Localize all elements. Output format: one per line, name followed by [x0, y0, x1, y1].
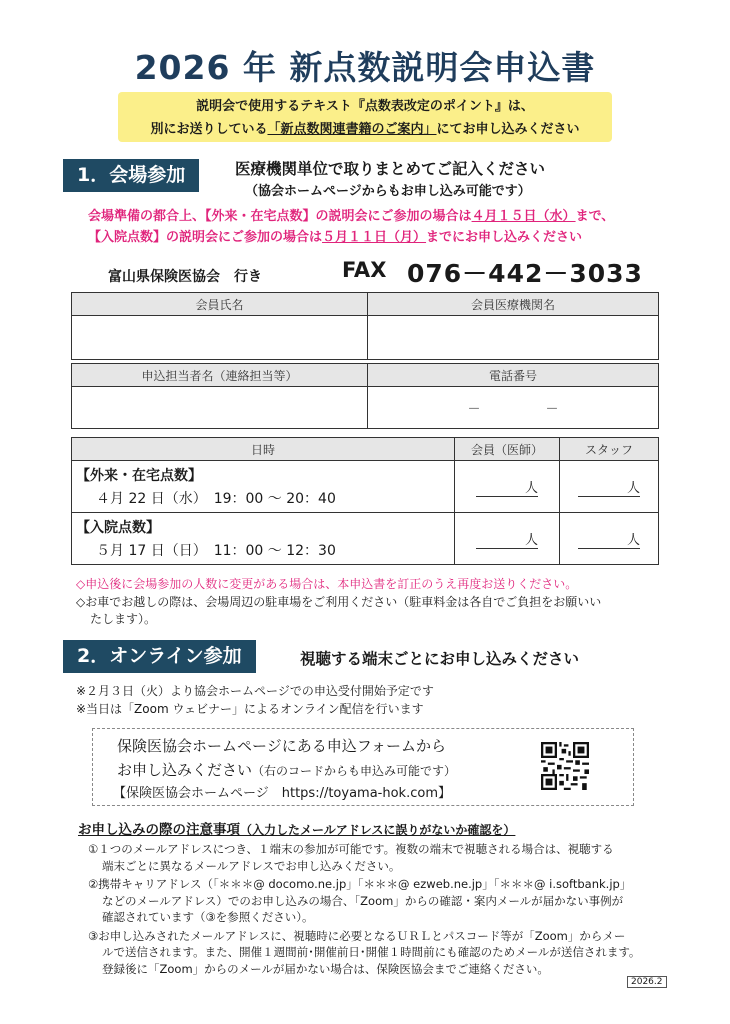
phone-dashes: － － — [467, 402, 559, 417]
caution-list — [88, 841, 668, 977]
parking-note — [76, 594, 676, 628]
notice-line-2 — [118, 118, 612, 141]
staff-count-field[interactable] — [560, 461, 659, 513]
notice-text: 別にお送りしている — [150, 122, 268, 137]
list-item: ②携帯キャリアドレス（「＊＊＊@ docomo.ne.jp」「＊＊＊@ ezweb.ne.jp」「＊＊＊@ i.softbank.jp」 などのメールアドレス）でのお申し込みの場合、「Zoom」からの確認・案内メールが届かない事例が 確認されています（③を参照ください）。 — [88, 877, 632, 924]
member-info-table — [71, 292, 659, 360]
caution-title-main: お申し込みの際の注意事項 — [78, 822, 240, 838]
fax-label: FAX — [342, 258, 387, 282]
contact-info-table — [71, 363, 659, 429]
session-name: 【外来・在宅点数】 — [76, 468, 202, 484]
list-item: ①１つのメールアドレスにつき、１端末の参加が可能です。複数の端末で視聴される場合は、視聴する 端末ごとに異なるメールアドレスでお申し込みください。 — [88, 842, 614, 873]
member-count-field[interactable] — [455, 461, 560, 513]
page-number: 2026.2 — [627, 976, 667, 988]
staff-count-field[interactable] — [560, 513, 659, 565]
schedule-table — [71, 437, 659, 565]
phone-header: 電話番号 — [368, 364, 659, 387]
section-1-subnote: （協会ホームページからもお申し込み可能です） — [245, 184, 531, 199]
deadline-line-2: 【入院点数】の説明会にご参加の場合は５月１１日（月）までにお申し込みください — [88, 230, 583, 245]
parking-note-line-1: ◇お車でお越しの際は、会場周辺の駐車場をご利用ください（駐車料金は各自でご負担をお願いい — [76, 595, 602, 609]
session-cell — [72, 513, 455, 565]
session-date: ５月 17 日（日） 11：00 ～ 12：30 — [96, 543, 336, 559]
notice-book-link: 「新点数関連書籍のご案内」 — [267, 122, 437, 137]
section-1-label: 1．会場参加 — [63, 159, 199, 192]
contact-person-field[interactable] — [72, 387, 368, 429]
change-note: ◇申込後に会場参加の人数に変更がある場合は、本申込書を訂正のうえ再度お送りください。 — [76, 577, 578, 591]
textbook-notice — [118, 92, 612, 142]
table-row — [72, 513, 659, 565]
notice-line-1: 説明会で使用するテキスト『点数表改定のポイント』は、 — [196, 99, 534, 114]
online-box-line-2 — [117, 759, 456, 780]
unit-label: 人 — [578, 529, 640, 549]
page-title: 2026 年 新点数説明会申込書 — [134, 48, 596, 87]
date-header: 日時 — [72, 438, 455, 461]
contact-person-header: 申込担当者名（連絡担当等） — [72, 364, 368, 387]
list-item: ③お申し込みされたメールアドレスに、視聴時に必要となるＵＲＬとパスコード等が「Zoom」からメー ルで送信されます。また、開催１週間前･開催前日･開催１時間前にも確認のためメールが送信されます。 登録後に「Zoom」からのメールが届かない場合は、保険医協会までご連絡ください。 — [88, 928, 641, 976]
staff-count-header: スタッフ — [560, 438, 659, 461]
member-count-header: 会員（医師） — [455, 438, 560, 461]
caution-title — [78, 818, 515, 838]
session-date: ４月 22 日（水） 19：00 ～ 20：40 — [96, 491, 336, 507]
table-row — [72, 461, 659, 513]
unit-label: 人 — [578, 477, 640, 497]
member-count-field[interactable] — [455, 513, 560, 565]
fax-number: 076－442－3033 — [407, 259, 643, 288]
session-name: 【入院点数】 — [76, 520, 160, 536]
section-1-subtitle: 医療機関単位で取りまとめてご記入ください — [235, 160, 546, 178]
section-2-note-1: ※２月３日（火）より協会ホームページでの申込受付開始予定です — [76, 684, 434, 698]
member-name-field[interactable] — [72, 316, 368, 360]
section-2-label: 2．オンライン参加 — [63, 640, 256, 673]
member-institution-header: 会員医療機関名 — [368, 293, 659, 316]
homepage-url[interactable]: 【保険医協会ホームページ https://toyama-hok.com】 — [113, 786, 451, 801]
section-2-note-2: ※当日は「Zoom ウェビナー」によるオンライン配信を行います — [76, 702, 424, 716]
unit-label: 人 — [476, 529, 538, 549]
online-box-note: （右のコードからも申込み可能です） — [252, 764, 457, 778]
unit-label: 人 — [476, 477, 538, 497]
phone-field[interactable] — [368, 387, 659, 429]
online-apply-box — [92, 728, 634, 806]
online-box-main: お申し込みください — [117, 761, 253, 779]
member-institution-field[interactable] — [368, 316, 659, 360]
notice-text-end: にてお申し込みください — [436, 122, 580, 137]
deadline-line-1: 会場準備の都合上、【外来・在宅点数】の説明会にご参加の場合は４月１５日（水）まで、 — [88, 209, 615, 224]
member-name-header: 会員氏名 — [72, 293, 368, 316]
parking-note-line-2: たします）。 — [90, 612, 157, 626]
online-box-line-1: 保険医協会ホームページにある申込フォームから — [117, 737, 446, 755]
caution-title-note: （入力したメールアドレスに誤りがないか確認を） — [240, 823, 516, 837]
deadline-text — [88, 206, 688, 248]
session-cell — [72, 461, 455, 513]
section-2-subtitle: 視聴する端末ごとにお申し込みください — [300, 650, 580, 668]
qr-code-icon[interactable] — [541, 742, 589, 790]
recipient: 富山県保険医協会 行き — [108, 269, 262, 285]
